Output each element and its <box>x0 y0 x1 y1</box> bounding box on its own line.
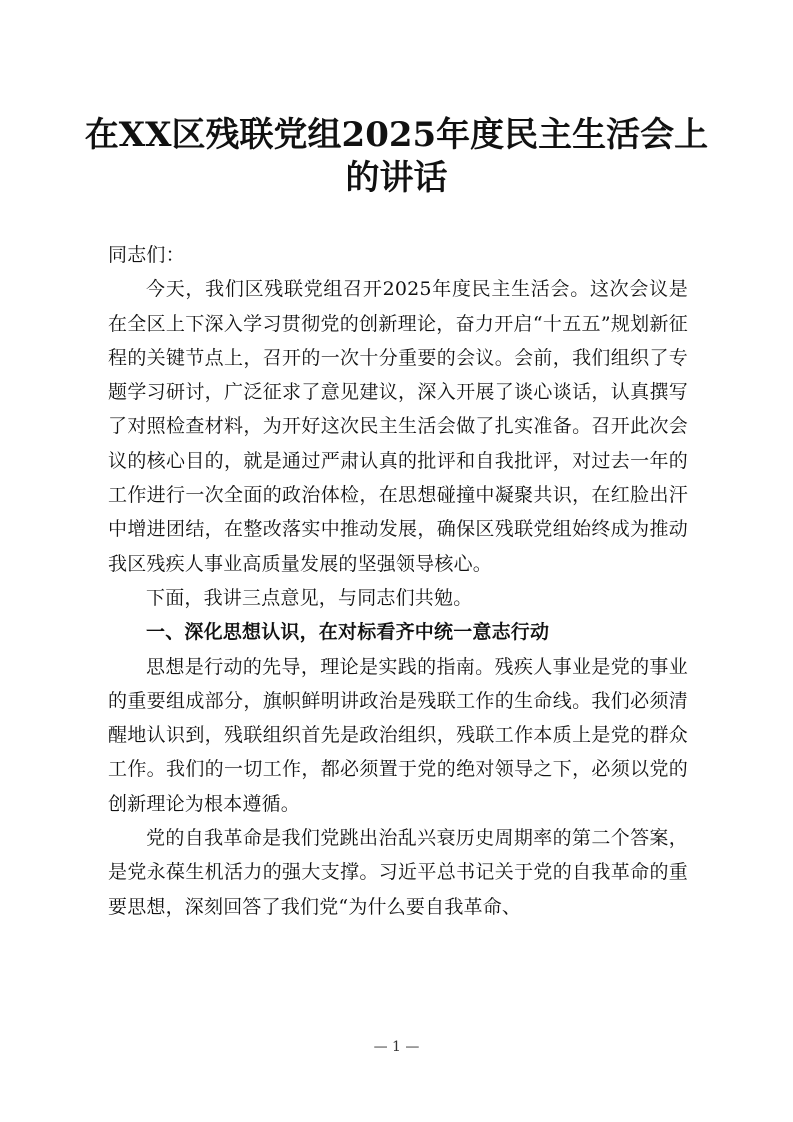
salutation: 同志们： <box>108 244 185 266</box>
document-title-line-2: 的讲话 <box>345 158 448 198</box>
section-1-heading: 一、深化思想认识，在对标看齐中统一意志行动 <box>146 621 550 644</box>
page-number: — 1 — <box>373 1039 420 1055</box>
section-1-paragraph: 党的自我革命是我们党跳出治乱兴衰历史周期率的第二个答案，是党永葆生机活力的强大支撑。习近平总书记关于党的自我革命的重要思想，深刻回答了我们党“为什么要自我革命、 <box>108 827 688 918</box>
document-title-line-1: 在XX区残联党组2025年度民主生活会上 <box>84 115 709 155</box>
transition-paragraph: 下面，我讲三点意见，与同志们共勉。 <box>146 586 473 609</box>
section-1-paragraph: 思想是行动的先导，理论是实践的指南。残疾人事业是党的事业的重要组成部分，旗帜鲜明讲政治是残联工作的生命线。我们必须清醒地认识到，残联组织首先是政治组织，残联工作本质上是党的群众工作。我们的一切工作，都必须置于党的绝对领导之下，必须以党的创新理论为根本遵循。 <box>108 655 688 815</box>
intro-paragraph: 今天，我们区残联党组召开2025年度民主生活会。这次会议是在全区上下深入学习贯彻党的创新理论，奋力开启“十五五”规划新征程的关键节点上，召开的一次十分重要的会议。会前，我们组织了专题学习研讨，广泛征求了意见建议，深入开展了谈心谈话，认真撰写了对照检查材料，为开好这次民主生活会做了扎实准备。召开此次会议的核心目的，就是通过严肃认真的批评和自我批评，对过去一年的工作进行一次全面的政治体检，在思想碰撞中凝聚共识，在红脸出汗中增进团结，在整改落实中推动发展，确保区残联党组始终成为推动我区残疾人事业高质量发展的坚强领导核心。 <box>108 278 688 575</box>
document-body <box>108 238 688 924</box>
